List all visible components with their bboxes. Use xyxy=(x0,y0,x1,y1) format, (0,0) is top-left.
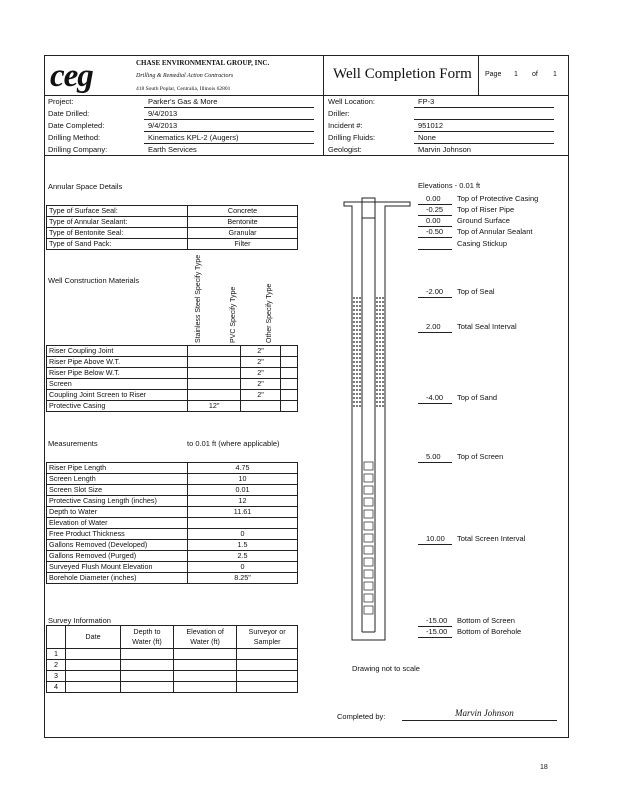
annular-label: Type of Surface Seal: xyxy=(47,206,188,217)
info-value: Parker's Gas & More xyxy=(148,97,218,106)
measurement-row xyxy=(47,518,298,529)
measurement-label: Surveyed Flush Mount Elevation xyxy=(47,562,188,573)
elevation-value: 0.00 xyxy=(426,194,441,203)
info-bottom-line xyxy=(44,155,569,156)
measurement-value: 2.5 xyxy=(188,551,298,562)
materials-row xyxy=(47,379,298,390)
measurements-table xyxy=(46,462,298,584)
elevation-value: -4.00 xyxy=(426,393,444,402)
measurement-label: Gallons Removed (Developed) xyxy=(47,540,188,551)
elevation-underline xyxy=(418,544,452,545)
survey-cell xyxy=(173,649,236,660)
survey-row xyxy=(47,682,298,693)
elevation-label: Ground Surface xyxy=(457,216,510,225)
survey-index-header xyxy=(47,626,66,649)
materials-label: Riser Coupling Joint xyxy=(47,346,188,357)
info-value: Kinematics KPL-2 (Augers) xyxy=(148,133,239,142)
page-total: 1 xyxy=(553,71,557,78)
survey-cell xyxy=(237,649,298,660)
info-underline xyxy=(144,107,314,108)
elevation-label: Top of Seal xyxy=(457,287,495,296)
well-diagram xyxy=(338,192,418,642)
materials-cell-ss xyxy=(188,379,241,390)
materials-label: Riser Pipe Above W.T. xyxy=(47,357,188,368)
annular-value: Granular xyxy=(188,228,298,239)
of-label: of xyxy=(532,71,538,78)
elevation-underline xyxy=(418,462,452,463)
survey-cell xyxy=(237,660,298,671)
form-title: Well Completion Form xyxy=(333,66,472,82)
materials-cell-pvc: 2" xyxy=(241,357,281,368)
measurement-label: Borehole Diameter (inches) xyxy=(47,573,188,584)
elevation-value: -15.00 xyxy=(426,627,448,636)
materials-title: Well Construction Materials xyxy=(48,276,140,285)
survey-row-number: 2 xyxy=(47,660,66,671)
info-label: Incident #: xyxy=(328,121,363,130)
survey-cell xyxy=(121,649,174,660)
measurement-value: 12 xyxy=(188,496,298,507)
measurement-label: Protective Casing Length (inches) xyxy=(47,496,188,507)
measurement-label: Elevation of Water xyxy=(47,518,188,529)
survey-cell xyxy=(173,682,236,693)
elevation-label: Top of Riser Pipe xyxy=(457,205,515,214)
measurement-row xyxy=(47,573,298,584)
survey-row xyxy=(47,671,298,682)
measurement-row xyxy=(47,551,298,562)
info-label: Well Location: xyxy=(328,97,375,106)
elevation-label: Top of Sand xyxy=(457,393,498,402)
elevation-underline xyxy=(418,332,452,333)
elevation-underline xyxy=(418,297,452,298)
measurement-label: Screen Slot Size xyxy=(47,485,188,496)
survey-row-number: 1 xyxy=(47,649,66,660)
elevation-label: Total Seal Interval xyxy=(457,322,517,331)
elevation-value: 5.00 xyxy=(426,452,441,461)
completed-by-label: Completed by: xyxy=(337,712,386,721)
info-label: Date Drilled: xyxy=(48,109,90,118)
materials-cell-ss xyxy=(188,390,241,401)
survey-cell xyxy=(121,671,174,682)
measurement-row xyxy=(47,529,298,540)
annular-label: Type of Sand Pack: xyxy=(47,239,188,250)
elevation-label: Casing Stickup xyxy=(457,239,508,248)
annular-row xyxy=(47,239,298,250)
survey-row-number: 4 xyxy=(47,682,66,693)
measurement-label: Riser Pipe Length xyxy=(47,463,188,474)
info-underline xyxy=(144,119,314,120)
elevation-label: Bottom of Screen xyxy=(457,616,515,625)
info-underline xyxy=(414,143,554,144)
header-divider xyxy=(478,55,479,95)
annular-value: Concrete xyxy=(188,206,298,217)
info-underline xyxy=(414,119,554,120)
riser-top xyxy=(362,198,375,218)
elevation-value: -2.00 xyxy=(426,287,444,296)
info-underline xyxy=(414,107,554,108)
materials-label: Screen xyxy=(47,379,188,390)
elevation-label: Top of Annular Sealant xyxy=(457,227,533,236)
materials-col-stainless: Stainless Steel Specify Type xyxy=(195,254,202,343)
materials-table xyxy=(46,345,298,412)
materials-cell-pvc: 2" xyxy=(241,390,281,401)
info-underline xyxy=(144,143,314,144)
signature-line xyxy=(402,720,557,721)
measurement-label: Gallons Removed (Purged) xyxy=(47,551,188,562)
measurement-row xyxy=(47,485,298,496)
measurement-row xyxy=(47,463,298,474)
measurement-value: 0 xyxy=(188,562,298,573)
survey-cell xyxy=(121,660,174,671)
page-label: Page xyxy=(485,71,502,78)
annular-table xyxy=(46,205,298,250)
materials-cell-other xyxy=(280,390,297,401)
materials-cell-pvc: 2" xyxy=(241,379,281,390)
seal-hatching xyxy=(354,297,383,407)
measurement-label: Free Product Thickness xyxy=(47,529,188,540)
materials-cell-other xyxy=(280,379,297,390)
elevation-label: Top of Protective Casing xyxy=(457,194,539,203)
survey-row xyxy=(47,660,298,671)
elevation-label: Bottom of Borehole xyxy=(457,627,522,636)
survey-cell xyxy=(66,660,121,671)
info-label: Date Completed: xyxy=(48,121,105,130)
measurement-label: Screen Length xyxy=(47,474,188,485)
materials-cell-other xyxy=(280,401,297,412)
elevation-value: 2.00 xyxy=(426,322,441,331)
info-divider xyxy=(323,95,324,155)
elevation-label: Total Screen Interval xyxy=(457,534,526,543)
info-label: Drilling Method: xyxy=(48,133,101,142)
survey-cell xyxy=(173,660,236,671)
page-footer-number: 18 xyxy=(540,764,548,771)
measurement-value: 8.25" xyxy=(188,573,298,584)
elevation-value: -15.00 xyxy=(426,616,448,625)
measurement-value xyxy=(188,518,298,529)
company-tagline: Drilling & Remedial Action Contractors xyxy=(136,73,234,79)
info-value: Marvin Johnson xyxy=(418,145,471,154)
annular-title: Annular Space Details xyxy=(48,182,123,191)
elevation-value: -0.50 xyxy=(426,227,444,236)
info-value: 9/4/2013 xyxy=(148,109,178,118)
measurement-value: 0 xyxy=(188,529,298,540)
annular-row xyxy=(47,206,298,217)
elevation-value: -0.25 xyxy=(426,205,444,214)
info-underline xyxy=(144,131,314,132)
measurement-value: 1.5 xyxy=(188,540,298,551)
materials-col-other: Other Specify Type xyxy=(266,283,273,343)
measurement-value: 4.75 xyxy=(188,463,298,474)
info-label: Drilling Fluids: xyxy=(328,133,376,142)
measurement-row xyxy=(47,507,298,518)
header-bottom-line xyxy=(44,95,569,96)
materials-row xyxy=(47,390,298,401)
survey-cell xyxy=(121,682,174,693)
measurement-label: Depth to Water xyxy=(47,507,188,518)
info-label: Geologist: xyxy=(328,145,362,154)
measurement-row xyxy=(47,562,298,573)
signature: Marvin Johnson xyxy=(455,708,514,718)
materials-cell-other xyxy=(280,368,297,379)
elevation-underline xyxy=(418,237,452,238)
materials-row xyxy=(47,368,298,379)
annular-row xyxy=(47,217,298,228)
elevation-underline xyxy=(418,403,452,404)
measurement-value: 10 xyxy=(188,474,298,485)
materials-col-pvc: PVC Specify Type xyxy=(230,286,237,343)
measurement-row xyxy=(47,496,298,507)
annular-row xyxy=(47,228,298,239)
annular-value: Bentonite xyxy=(188,217,298,228)
info-label: Driller: xyxy=(328,109,350,118)
annular-label: Type of Bentonite Seal: xyxy=(47,228,188,239)
company-logo: ceg xyxy=(50,58,93,94)
survey-cell xyxy=(66,671,121,682)
elevation-value: 10.00 xyxy=(426,534,445,543)
elevation-label: Top of Screen xyxy=(457,452,504,461)
survey-header: Date xyxy=(66,626,121,649)
header-divider xyxy=(323,55,324,95)
survey-table xyxy=(46,625,298,693)
page-number: 1 xyxy=(514,71,518,78)
materials-cell-ss xyxy=(188,368,241,379)
materials-cell-pvc xyxy=(241,401,281,412)
survey-header: Surveyor or Sampler xyxy=(237,626,298,649)
survey-header: Depth to Water (ft) xyxy=(121,626,174,649)
materials-row xyxy=(47,401,298,412)
survey-cell xyxy=(66,682,121,693)
materials-cell-pvc: 2" xyxy=(241,368,281,379)
measurement-value: 11.61 xyxy=(188,507,298,518)
info-value: FP-3 xyxy=(418,97,435,106)
materials-cell-ss: 12" xyxy=(188,401,241,412)
measurements-title: Measurements xyxy=(48,439,98,448)
survey-header: Elevation of Water (ft) xyxy=(173,626,236,649)
annular-value: Filter xyxy=(188,239,298,250)
materials-label: Protective Casing xyxy=(47,401,188,412)
survey-cell xyxy=(66,649,121,660)
survey-header-row xyxy=(47,626,298,649)
measurement-row xyxy=(47,540,298,551)
info-value: 9/4/2013 xyxy=(148,121,178,130)
info-label: Drilling Company: xyxy=(48,145,108,154)
materials-cell-other xyxy=(280,357,297,368)
survey-row xyxy=(47,649,298,660)
measurement-value: 0.01 xyxy=(188,485,298,496)
borehole-outline xyxy=(344,202,410,640)
company-address: 418 South Poplar, Centralia, Illinois 62801 xyxy=(136,86,231,92)
survey-cell xyxy=(237,682,298,693)
elevation-underline xyxy=(418,249,452,250)
materials-cell-other xyxy=(280,346,297,357)
survey-title: Survey Information xyxy=(48,616,111,625)
info-value: Earth Services xyxy=(148,145,197,154)
survey-row-number: 3 xyxy=(47,671,66,682)
elevations-title: Elevations - 0.01 ft xyxy=(418,181,481,190)
measurements-note: to 0.01 ft (where applicable) xyxy=(187,439,280,448)
info-label: Project: xyxy=(48,97,74,106)
company-name: CHASE ENVIRONMENTAL GROUP, INC. xyxy=(136,59,270,67)
info-value: None xyxy=(418,133,436,142)
materials-row xyxy=(47,357,298,368)
materials-row xyxy=(47,346,298,357)
annular-label: Type of Annular Sealant: xyxy=(47,217,188,228)
materials-label: Riser Pipe Below W.T. xyxy=(47,368,188,379)
elevation-underline xyxy=(418,637,452,638)
drawing-note: Drawing not to scale xyxy=(352,664,420,673)
materials-cell-ss xyxy=(188,346,241,357)
materials-label: Coupling Joint Screen to Riser xyxy=(47,390,188,401)
materials-cell-pvc: 2" xyxy=(241,346,281,357)
survey-cell xyxy=(237,671,298,682)
info-underline xyxy=(414,131,554,132)
screen-slots xyxy=(364,462,373,614)
elevation-value: 0.00 xyxy=(426,216,441,225)
info-value: 951012 xyxy=(418,121,444,130)
materials-cell-ss xyxy=(188,357,241,368)
measurement-row xyxy=(47,474,298,485)
survey-cell xyxy=(173,671,236,682)
